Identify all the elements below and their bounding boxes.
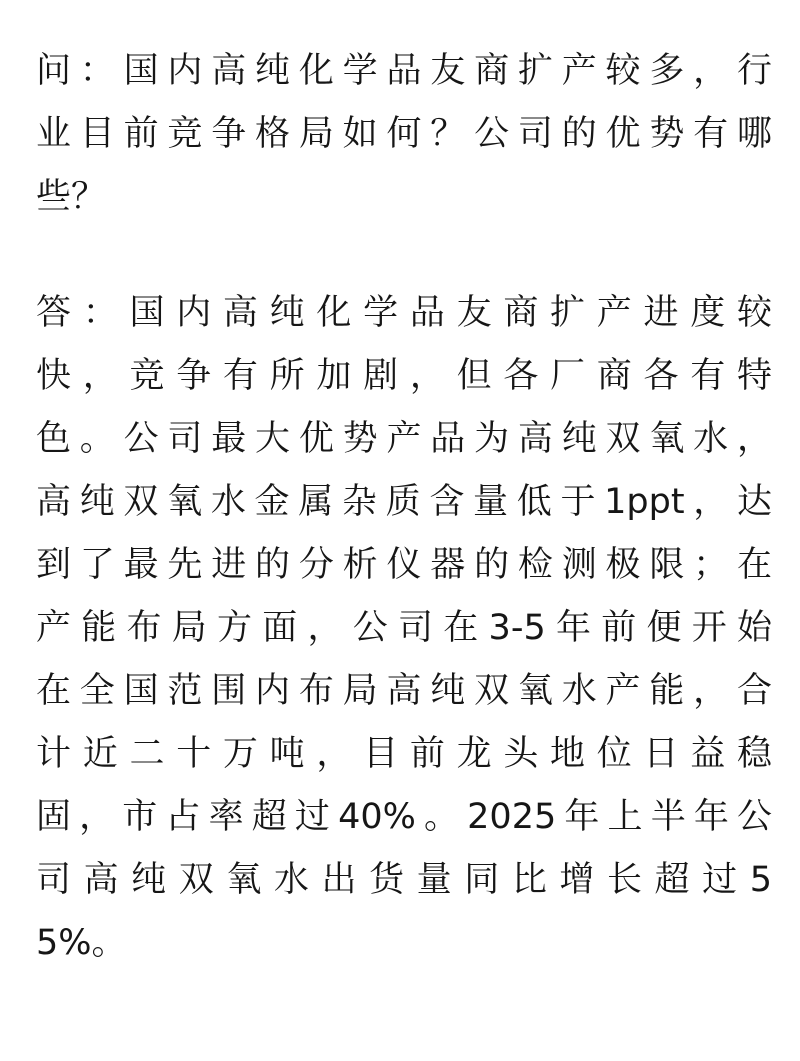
answer-line: 5%。 bbox=[36, 923, 127, 963]
answer-line: 高纯双氧水金属杂质含量低于1ppt，达 bbox=[36, 482, 772, 522]
answer-line: 答：国内高纯化学品友商扩产进度较 bbox=[36, 293, 772, 333]
answer-line: 色。公司最大优势产品为高纯双氧水， bbox=[36, 419, 772, 459]
question-paragraph bbox=[36, 40, 772, 229]
answer-line: 固，市占率超过40%。2025年上半年公 bbox=[36, 797, 772, 837]
question-line: 问：国内高纯化学品友商扩产较多，行 bbox=[36, 51, 772, 91]
question-line: 业目前竞争格局如何？公司的优势有哪 bbox=[36, 114, 772, 154]
question-line: 些？ bbox=[36, 177, 107, 217]
answer-line: 司高纯双氧水出货量同比增长超过5 bbox=[36, 860, 772, 900]
answer-line: 计近二十万吨，目前龙头地位日益稳 bbox=[36, 734, 772, 774]
answer-line: 产能布局方面，公司在3-5年前便开始 bbox=[36, 608, 772, 648]
answer-line: 到了最先进的分析仪器的检测极限；在 bbox=[36, 545, 772, 585]
answer-line: 在全国范围内布局高纯双氧水产能，合 bbox=[36, 671, 772, 711]
answer-paragraph bbox=[36, 282, 772, 975]
answer-line: 快，竞争有所加剧，但各厂商各有特 bbox=[36, 356, 772, 396]
